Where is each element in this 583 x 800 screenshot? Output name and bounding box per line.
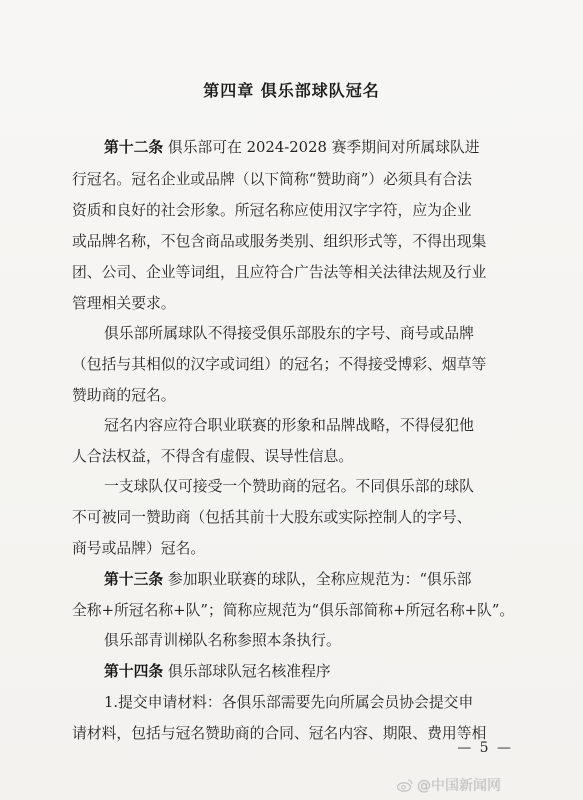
text-line [72,201,472,221]
line-text: （包括与其相似的汉字或词组）的冠名；不得接受博彩、烟草等 [72,356,487,373]
article-number: 第十四条 [104,663,164,680]
line-text: 赞助商的冠名。 [72,387,176,404]
text-line [72,386,176,406]
line-text: 请材料，包括与冠名赞助商的合同、冠名内容、期限、费用等相 [72,725,487,742]
text-line [104,631,341,651]
text-line [72,170,472,190]
line-text: 俱乐部可在 2024-2028 赛季期间对所属球队进 [163,139,480,156]
line-text: 团、公司、企业等词组，且应符合广告法等相关法律法规及行业 [72,264,487,281]
line-text: 或品牌名称，不包含商品或服务类别、组织形式等，不得出现集 [72,233,487,250]
text-line [104,693,473,713]
text-line [104,416,474,436]
text-line [72,232,486,252]
line-text: 商号或品牌）冠名。 [72,540,206,557]
article-number: 第十二条 [104,139,164,156]
text-line [72,539,205,559]
line-text: 管理相关要求。 [72,295,176,312]
text-line [104,324,474,344]
text-line [104,662,331,682]
watermark-text: @中国新闻网 [417,778,501,794]
weibo-icon [397,778,413,792]
line-text: 1.提交申请材料：各俱乐部需要先向所属会员协会提交申 [104,694,474,711]
watermark [397,775,501,795]
text-line [72,263,486,283]
text-line [104,138,480,158]
page-number: — 5 — [457,740,513,756]
text-line [72,294,176,314]
text-line [104,477,474,497]
text-line [72,508,472,528]
line-text: 行冠名。冠名企业或品牌（以下简称“赞助商”）必须具有合法 [72,171,472,188]
line-text: 全称+所冠名称+队”；简称应规范为“俱乐部简称+所冠名称+队”。 [72,602,515,619]
line-text: 俱乐部所属球队不得接受俱乐部股东的字号、商号或品牌 [104,325,474,342]
line-text: 一支球队仅可接受一个赞助商的冠名。不同俱乐部的球队 [104,478,474,495]
line-text: 俱乐部青训梯队名称参照本条执行。 [104,632,341,649]
text-line [72,447,353,467]
line-text: 资质和良好的社会形象。所冠名称应使用汉字字符，应为企业 [72,202,472,219]
line-text: 人合法权益，不得含有虚假、误导性信息。 [72,448,354,465]
line-text: 冠名内容应符合职业联赛的形象和品牌战略，不得侵犯他 [104,417,474,434]
chapter-title: 第四章 俱乐部球队冠名 [203,81,380,100]
line-text: 俱乐部球队冠名核准程序 [163,663,331,680]
line-text: 参加职业联赛的球队，全称应规范为：“俱乐部 [163,571,472,588]
article-number: 第十三条 [104,571,164,588]
text-line [72,724,486,744]
line-text: 不可被同一赞助商（包括其前十大股东或实际控制人的字号、 [72,509,472,526]
text-line [72,601,514,621]
text-line [104,570,471,590]
text-line [72,355,486,375]
